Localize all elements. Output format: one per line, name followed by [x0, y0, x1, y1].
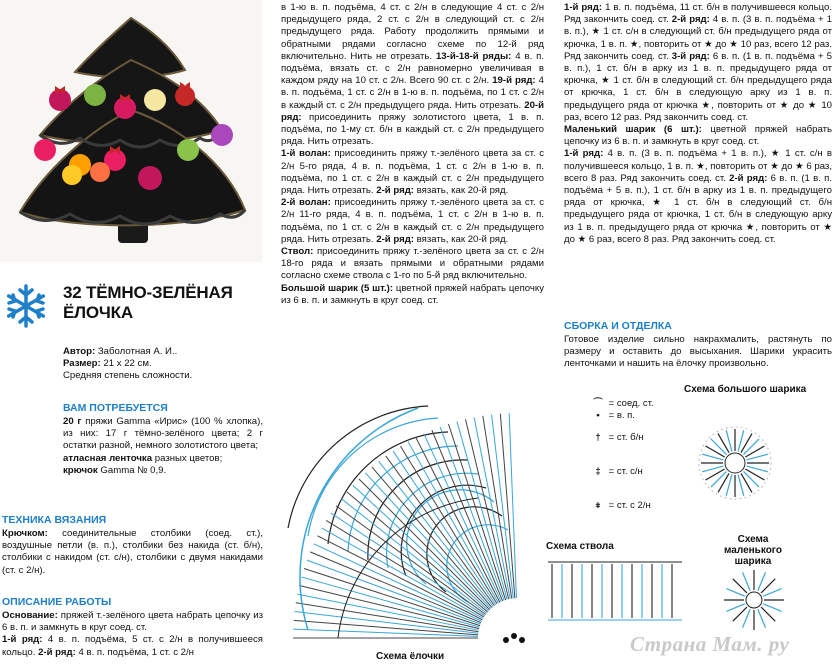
row2-text: 4 в. п. подъёма, 1 ст. с 2/н — [78, 646, 194, 658]
legend-row — [590, 398, 670, 410]
yarn-text: пряжи Gamma «Ирис» (100 % хлопка), из них: 17 г тёмно-зелёного цвета; 2 г остатки разной, немного золотистого цвета; — [63, 416, 263, 452]
legend — [590, 398, 670, 520]
stitch-mark — [726, 604, 744, 612]
assembly-text: Готовое изделие сильно накрахмалить, растянуть по размеру и оставить до высыхания. Шарики украсить ленточками и нашить на ёлочку произвольно. — [564, 334, 832, 370]
legend-symbol: • — [596, 410, 600, 421]
col2-p1b-lead: 13-й-18-й ряды: — [435, 50, 512, 62]
tree-diagram — [278, 398, 566, 648]
title-line2: ЁЛОЧКА — [63, 303, 133, 322]
stitch-mark — [743, 572, 751, 590]
ribbon-lead: атласная ленточка — [63, 452, 153, 464]
author-label: Автор: — [63, 346, 96, 357]
author-value: Заболотная А. И.. — [97, 346, 178, 357]
stitch-mark — [733, 607, 747, 621]
page-title — [63, 283, 233, 323]
legend-label: = соед. ст. — [608, 398, 654, 409]
stitch-mark — [711, 471, 727, 487]
legend-label: = ст. б/н — [608, 432, 644, 443]
base-lead: Основание: — [2, 610, 58, 621]
col2-p2-lead: 19-й ряд: — [492, 75, 536, 87]
big-ball-caption: Схема большого шарика — [684, 384, 807, 395]
row2-lead: 2-й ряд: — [38, 646, 76, 658]
stitch-mark — [761, 579, 775, 593]
col3-p4-lead: 1-й ряд: — [564, 148, 604, 160]
col3-p1: 1 в. п. подъёма, 11 ст. б/н в получившееся кольцо. Ряд закончить соед. ст. — [564, 2, 832, 26]
legend-row — [590, 410, 670, 424]
size-label: Размер: — [63, 358, 101, 370]
stitch-mark — [304, 568, 480, 625]
size-value: 21 x 22 см. — [103, 358, 152, 370]
col2-p4-lead: 2-й волан: — [281, 197, 331, 209]
col3-p3: цветной пряжей набрать цепочку из 6 в. п. и замкнуть в круг соед. ст. — [564, 124, 832, 148]
small-ball-caption-line1: Схема маленького — [724, 534, 782, 556]
col3-p4b-lead: 2-й ряд: — [729, 172, 768, 184]
big-ball-diagram — [680, 398, 790, 528]
col3-p1-lead: 1-й ряд: — [564, 2, 603, 13]
col2-p6: цветной пряжей набрать цепочку из 6 в. п. и замкнуть в круг соед. ст. — [281, 282, 544, 306]
col2-p1: в 1-ю в. п. подъёма, 4 ст. с 2/н в следующие 4 ст. с 2/н предыдущего ряда, 2 ст. с 2/н в следующий ст. с 2/н предыдущего ряда. Работу продолжить прямыми и обратными рядами согласно схеме по 12-й ряд включительно. Нить не отрезать. — [281, 2, 544, 62]
product-photo — [0, 0, 262, 262]
tree-diagram-caption: Схема ёлочки — [376, 651, 445, 662]
col2-p3: присоединить пряжу т.-зелёного цвета за ст. с 2/н 5-го ряда, 4 в. п. подъёма, 1 ст. с 2/н в 1-ю в. п. подъёма, по 1 ст. с 2/н в каждый ст. с 2/н предыдущего ряда. Нить отрезать. — [281, 148, 544, 197]
stitch-mark — [733, 579, 747, 593]
small-ball-diagram — [706, 558, 802, 638]
legend-label: = в. п. — [608, 410, 635, 421]
column-2 — [281, 2, 544, 307]
description-heading: ОПИСАНИЕ РАБОТЫ — [2, 596, 112, 608]
yarn-lead: 20 г — [63, 416, 82, 427]
stitch-mark — [763, 589, 781, 597]
col3-p2: 6 в. п. (1 в. п. подъёма + 5 в. п.), 1 ст. б/н в арку из 1 в. п. предыдущего ряда от крючка, ★ 1 ст. б/н в следующий ст. б/н предыдущего ряда от крючка, 1 ст. б/н в следующую арку из 1 в. п. предыдущего ряда от крючка ★, повторить от ★ до ★ 10 раз, всего 12 раз. Ряд закончить соед. ст. — [564, 50, 832, 123]
legend-row — [590, 490, 670, 520]
legend-label: = ст. с/н — [608, 466, 643, 477]
col2-p2b: присоединить пряжу золотистого цвета, 1 в. п. подъёма, по 1-му ст. б/н в каждый ст. с 2/н предыдущего ряда. Нить отрезать. — [281, 111, 544, 148]
col2-p3b: вязать, как 20-й ряд. — [416, 185, 509, 197]
watermark: Страна Мам. ру — [630, 632, 790, 656]
col2-p5: присоединить пряжу т.-зелёного цвета за ст. с 2/н 18-го ряда и вязать прямыми и обратными рядами согласно схеме ствола с 1-го по 5-й ряд включительно. — [281, 246, 545, 282]
stitch-mark — [743, 439, 759, 455]
trunk-diagram — [540, 556, 690, 626]
col2-p2b-lead: 20-й ряд: — [281, 99, 544, 123]
stitch-mark — [448, 424, 505, 600]
ribbon-text: разных цветов; — [154, 452, 223, 464]
stitch-mark — [297, 594, 478, 630]
stitch-mark — [761, 607, 775, 621]
stitch-mark — [758, 572, 766, 590]
legend-symbol: ⌒ — [593, 398, 603, 409]
stitch-mark — [711, 439, 727, 455]
snowflake-icon — [4, 284, 48, 328]
col3-p1b-lead: 2-й ряд: — [671, 14, 710, 26]
row1-lead: 1-й ряд: — [2, 634, 43, 646]
base-text: пряжей т.-зелёного цвета набрать цепочку из 6 в. п. и замкнуть в круг соед. ст. — [2, 610, 263, 634]
stitch-mark — [758, 609, 766, 627]
stitch-mark — [743, 471, 759, 487]
row1-text: 4 в. п. подъёма, 5 ст. с 2/н в получившееся кольцо. — [2, 634, 263, 658]
stitch-mark — [743, 609, 751, 627]
col2-p3-lead: 1-й волан: — [281, 148, 331, 160]
legend-symbol: ⧧ — [595, 500, 601, 511]
technique-heading: ТЕХНИКА ВЯЗАНИЯ — [2, 514, 107, 526]
assembly-heading: СБОРКА И ОТДЕЛКА — [564, 320, 672, 332]
stitch-mark — [474, 417, 510, 598]
legend-symbol: † — [595, 432, 601, 443]
col2-p1b: 4 в. п. подъёма, вязать ст. с 2/н равномерно увеличивая в каждом ряду на 10 ст. с 2/н. Всего 90 ст. с 2/н. — [281, 50, 544, 87]
stitch-mark — [726, 589, 744, 597]
trunk-caption: Схема ствола — [546, 541, 614, 552]
materials-heading: ВАМ ПОТРЕБУЕТСЯ — [63, 402, 168, 414]
column-3 — [564, 2, 832, 246]
small-ball-caption-line2: шарика — [734, 556, 772, 567]
description-block — [2, 610, 263, 659]
col2-p4: присоединить пряжу т.-зелёного цвета за ст. с 2/н 11-го ряда, 4 в. п. подъёма, 1 ст. с 2/н в 1-ю в. п. подъёма, по 1 ст. с 2/н в каждый ст. с 2/н предыдущего ряда. Нить отрезать. — [281, 197, 544, 245]
col2-p2: 4 в. п. подъёма, 1 ст. с 2/н в 1-ю в. п. подъёма, по 1 ст. с 2/н в каждый ст. с 2/н предыдущего ряда. Нить отрезать. — [281, 75, 545, 111]
hook-text: Gamma № 0,9. — [100, 464, 167, 476]
title-line1: ТЁМНО-ЗЕЛЁНАЯ — [86, 283, 233, 302]
legend-label: = ст. с 2/н — [608, 500, 651, 511]
legend-row — [590, 424, 670, 452]
legend-symbol: ‡ — [595, 466, 601, 477]
col3-p1b: 4 в. п. (3 в. п. подъёма + 1 в. п.), ★ 1 ст. с/н в следующий ст. б/н предыдущего ряда от крючка, 1 в. п. ★, повторить от ★ до ★ 10 раз, всего 12 раз. Ряд закончить соед. ст. — [564, 14, 832, 62]
col3-p2-lead: 3-й ряд: — [671, 50, 710, 62]
stitch-mark — [465, 419, 508, 599]
stitch-mark — [763, 604, 781, 612]
materials-block — [63, 416, 263, 477]
stitch-mark — [299, 585, 479, 628]
technique-block — [2, 528, 263, 577]
col2-p3b-lead: 2-й ряд: — [376, 185, 414, 197]
col3-p4: 4 в. п. (3 в. п. подъёма + 1 в. п.), ★ 1 ст. с/н в получившееся кольцо, 1 в. п. ★, повторить от ★ до ★ 6 раз, всего 8 раз. Ряд закончить соед. ст. — [564, 148, 832, 184]
difficulty: Средняя степень сложности. — [63, 370, 193, 382]
col2-p4b-lead: 2-й ряд: — [376, 233, 414, 245]
col2-p6-lead: Большой шарик (5 шт.): — [281, 282, 394, 294]
col2-p5-lead: Ствол: — [281, 246, 314, 258]
hook-lead: крючок — [63, 464, 98, 476]
title-number: 32 — [63, 283, 82, 302]
legend-row — [590, 452, 670, 490]
technique-lead: Крючком: — [2, 528, 48, 539]
info-block — [63, 346, 263, 383]
col2-p4b: вязать, как 20-й ряд. — [416, 233, 509, 245]
col3-p3-lead: Маленький шарик (6 шт.): — [564, 124, 702, 136]
col3-p4b: 6 в. п. (1 в. п. подъёма + 5 в. п.), 1 ст. б/н в арку из 1 в. п. предыдущего ряда от крючка, ★ 1 ст. б/н в следующий ст. б/н предыдущего ряда от крючка, 1 ст. б/н в следующую арку из 1 в. п. предыдущего ряда от крючка ★, повторить от ★ до ★ 6 раз, всего 8 раз. Ряд закончить соед. ст. — [564, 172, 832, 245]
technique-text: соединительные столбики (соед. ст.), воздушные петли (в. п.), столбики без накида (ст. б/н), столбики с накидом (ст. с/н), столбики с двумя накидами (ст. с 2/н). — [2, 528, 263, 576]
